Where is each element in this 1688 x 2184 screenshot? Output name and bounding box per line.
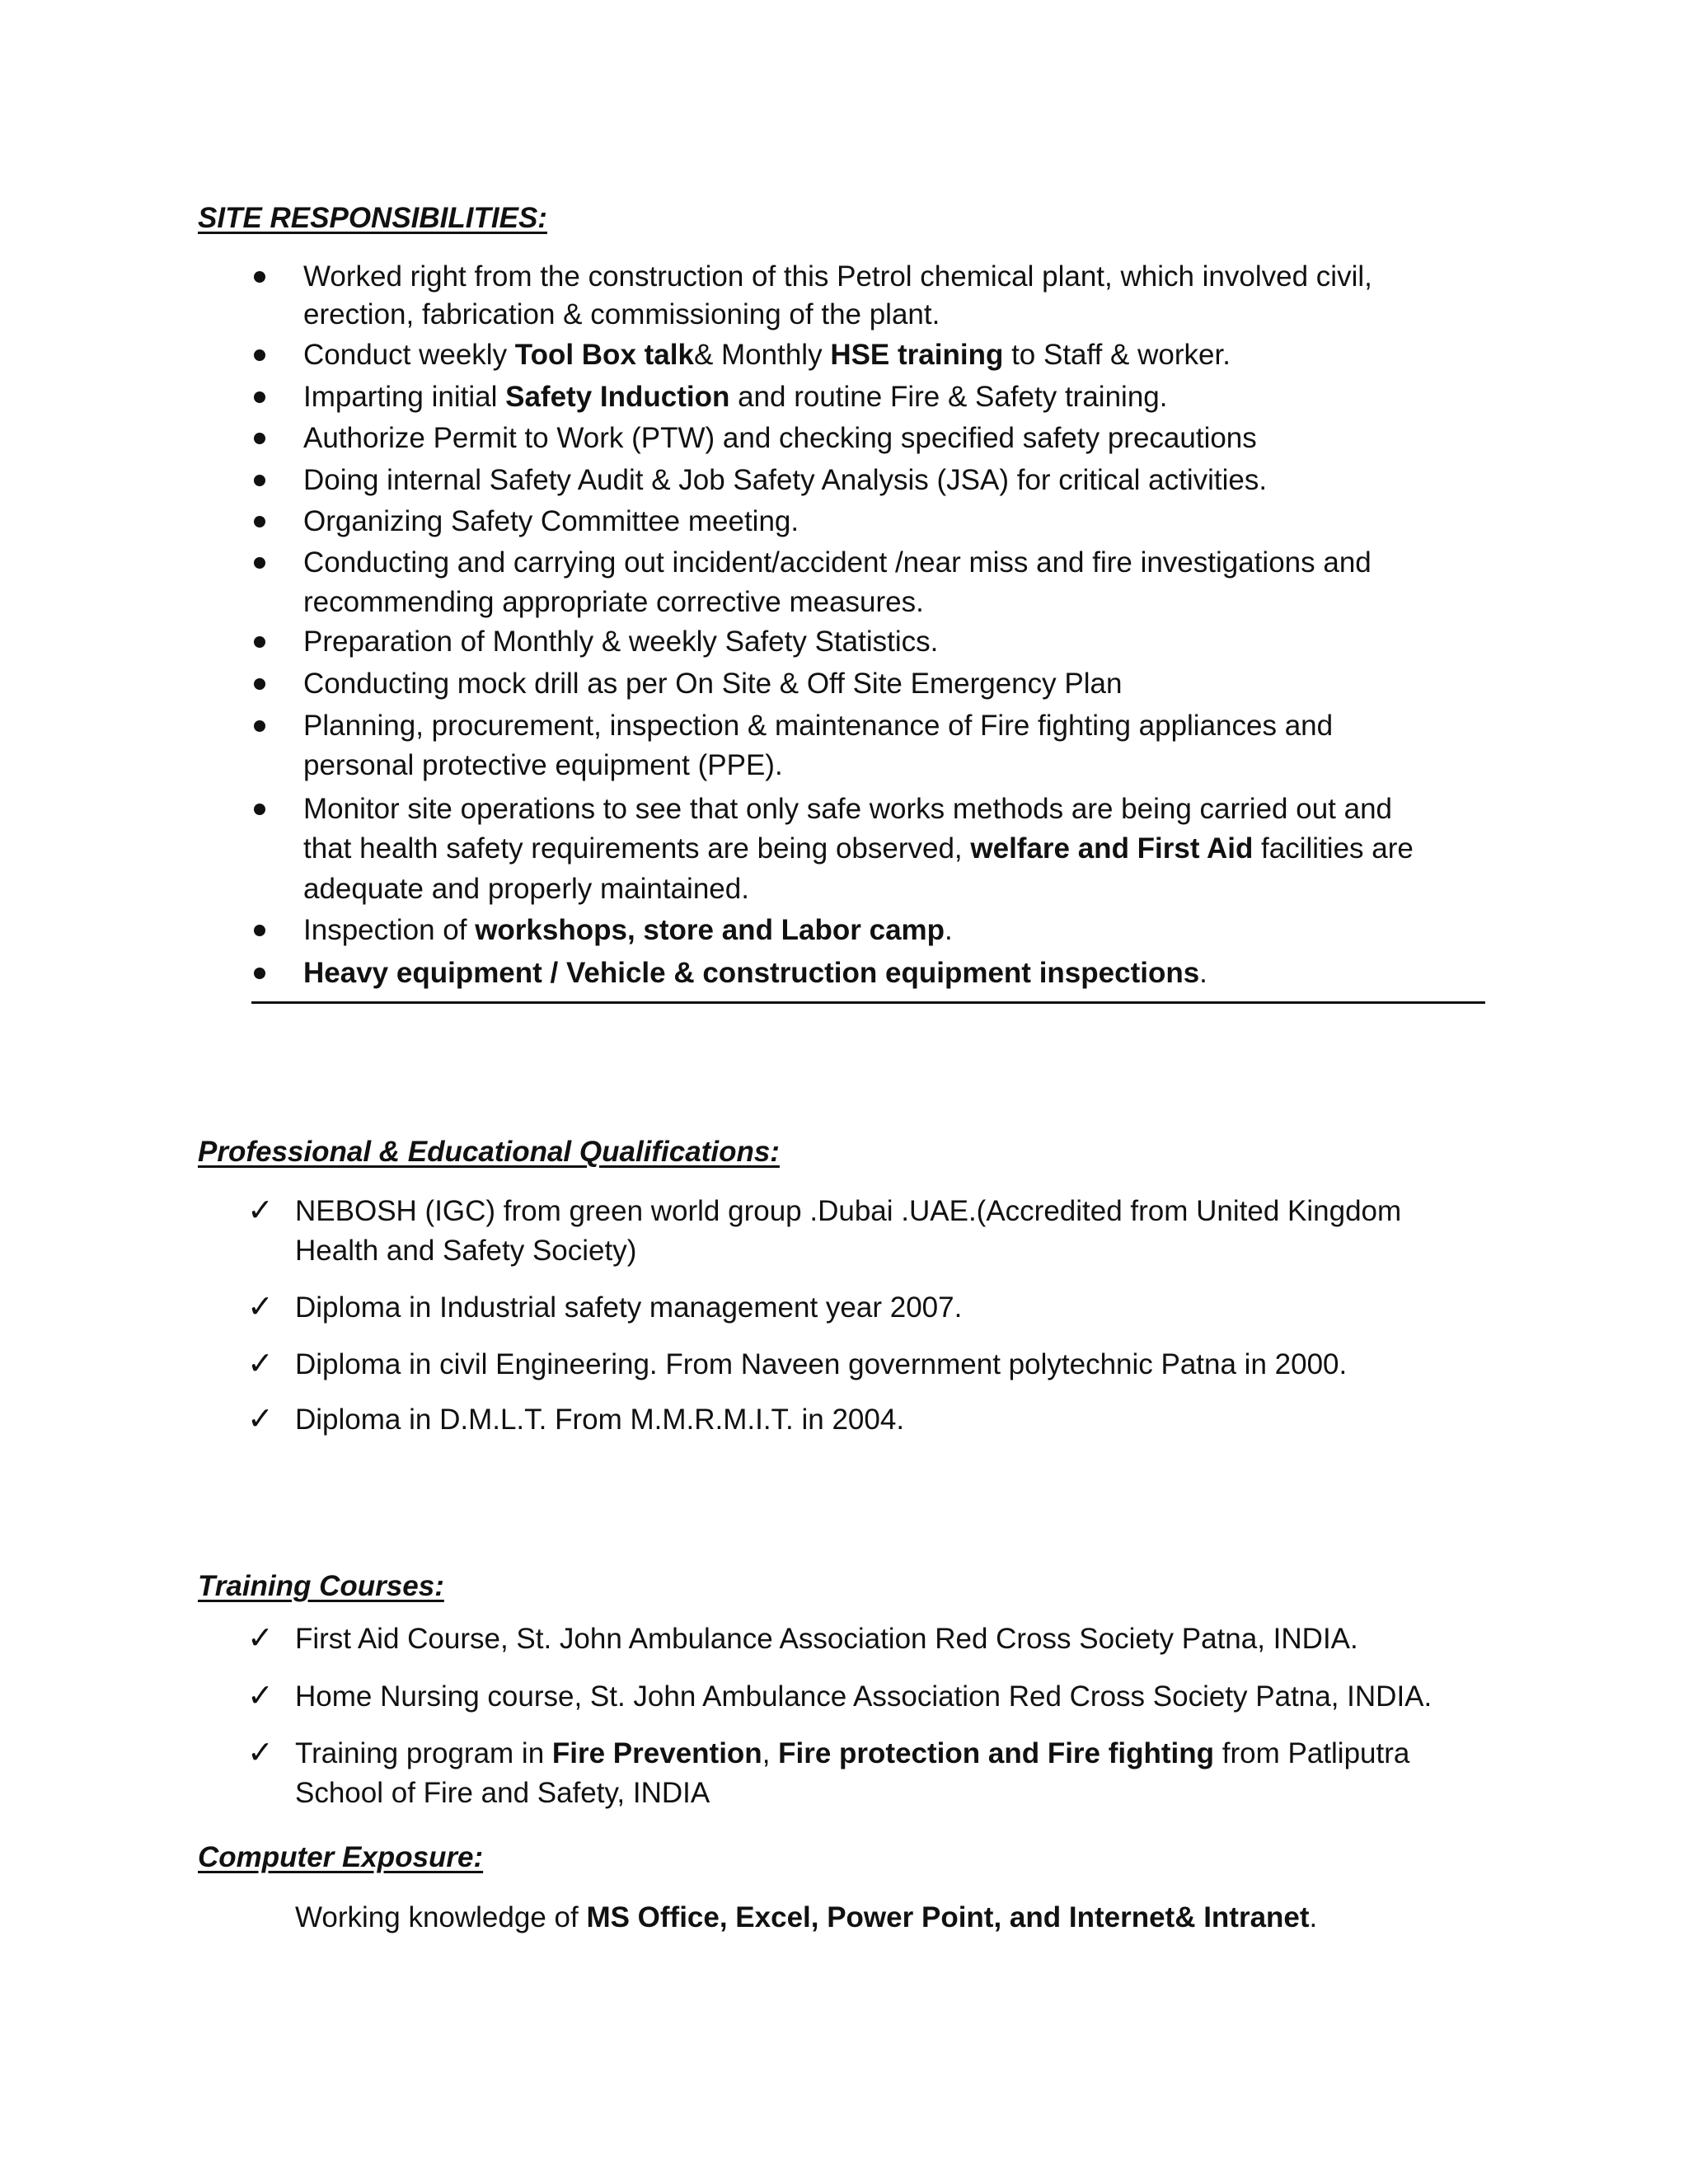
list-item: Imparting initial Safety Induction and routine Fire & Safety training. [303, 381, 1168, 413]
list-item: Worked right from the construction of this Petrol chemical plant, which involved civil, [303, 260, 1372, 293]
list-item: Organizing Safety Committee meeting. [303, 505, 799, 537]
bullet-dot-icon [254, 636, 265, 648]
computer-exposure-heading: Computer Exposure: [198, 1841, 484, 1873]
bullet-dot-icon [254, 925, 265, 936]
list-item-continuation: recommending appropriate corrective measures. [303, 586, 924, 618]
list-item: Diploma in civil Engineering. From Naveen government polytechnic Patna in 2000. [295, 1348, 1348, 1380]
list-item: Planning, procurement, inspection & maintenance of Fire fighting appliances and [303, 710, 1334, 742]
check-mark-icon: ✓ [247, 1619, 274, 1656]
list-item: Conducting mock drill as per On Site & Off Site Emergency Plan [303, 668, 1123, 700]
check-mark-icon: ✓ [247, 1677, 274, 1713]
check-mark-icon: ✓ [247, 1288, 274, 1324]
list-item: NEBOSH (IGC) from green world group .Dubai .UAE.(Accredited from United Kingdom [295, 1195, 1402, 1227]
list-item: Training program in Fire Prevention, Fire protection and Fire fighting from Patliputra [295, 1737, 1410, 1769]
bullet-dot-icon [254, 391, 265, 403]
computer-exposure-text: Working knowledge of MS Office, Excel, Power Point, and Internet& Intranet. [295, 1901, 1318, 1933]
bullet-dot-icon [254, 678, 265, 690]
qualifications-heading: Professional & Educational Qualifications: [198, 1136, 780, 1168]
bullet-dot-icon [254, 271, 265, 283]
list-item: Preparation of Monthly & weekly Safety Statistics. [303, 626, 939, 658]
site-responsibilities-heading: SITE RESPONSIBILITIES: [198, 202, 547, 234]
bullet-dot-icon [254, 433, 265, 444]
list-item: Conducting and carrying out incident/accident /near miss and fire investigations and [303, 546, 1372, 579]
list-item: Diploma in D.M.L.T. From M.M.R.M.I.T. in 2004. [295, 1404, 905, 1436]
bullet-dot-icon [254, 475, 265, 486]
bullet-dot-icon [254, 804, 265, 815]
list-item: Inspection of workshops, store and Labor camp. [303, 914, 953, 946]
bullet-dot-icon [254, 720, 265, 732]
list-item: Monitor site operations to see that only safe works methods are being carried out and [303, 793, 1393, 825]
check-mark-icon: ✓ [247, 1345, 274, 1381]
list-item-continuation: Health and Safety Society) [295, 1235, 637, 1267]
list-item-continuation: School of Fire and Safety, INDIA [295, 1777, 710, 1809]
bullet-dot-icon [254, 516, 265, 527]
bullet-dot-icon [254, 557, 265, 569]
list-item-continuation: adequate and properly maintained. [303, 873, 749, 905]
section-divider-line [251, 1001, 1485, 1004]
list-item: Heavy equipment / Vehicle & construction equipment inspections. [303, 957, 1207, 989]
bullet-dot-icon [254, 968, 265, 979]
list-item: Authorize Permit to Work (PTW) and checking specified safety precautions [303, 422, 1257, 454]
check-mark-icon: ✓ [247, 1400, 274, 1436]
list-item-continuation: erection, fabrication & commissioning of the plant. [303, 298, 940, 330]
list-item: Home Nursing course, St. John Ambulance Association Red Cross Society Patna, INDIA. [295, 1680, 1432, 1713]
list-item: Conduct weekly Tool Box talk& Monthly HSE training to Staff & worker. [303, 339, 1231, 371]
check-mark-icon: ✓ [247, 1192, 274, 1228]
bullet-dot-icon [254, 349, 265, 361]
list-item-continuation: that health safety requirements are being observed, welfare and First Aid facilities are [303, 832, 1414, 865]
list-item-continuation: personal protective equipment (PPE). [303, 749, 783, 781]
list-item: Diploma in Industrial safety management year 2007. [295, 1291, 963, 1324]
list-item: Doing internal Safety Audit & Job Safety Analysis (JSA) for critical activities. [303, 464, 1268, 496]
list-item: First Aid Course, St. John Ambulance Association Red Cross Society Patna, INDIA. [295, 1623, 1358, 1655]
check-mark-icon: ✓ [247, 1734, 274, 1770]
training-courses-heading: Training Courses: [198, 1570, 444, 1602]
